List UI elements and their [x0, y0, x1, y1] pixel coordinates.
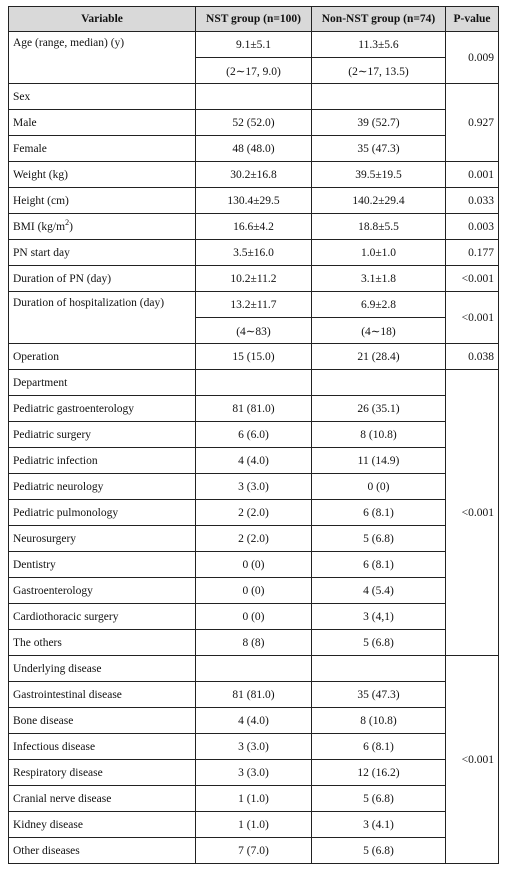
table-row	[9, 552, 499, 578]
non-nst-value: 12 (16.2)	[312, 760, 446, 786]
header-variable: Variable	[9, 7, 196, 32]
row-label: The others	[9, 630, 196, 656]
row-label: Female	[9, 136, 196, 162]
p-value: 0.003	[446, 214, 499, 240]
row-label: Age (range, median) (y)	[9, 32, 196, 84]
p-value: 0.927	[446, 84, 499, 162]
p-value: <0.001	[446, 292, 499, 344]
table-row	[9, 604, 499, 630]
p-value: <0.001	[446, 266, 499, 292]
header-p-value: P-value	[446, 7, 499, 32]
table-row	[9, 708, 499, 734]
table-row	[9, 448, 499, 474]
nst-value: 52 (52.0)	[196, 110, 312, 136]
row-label: Kidney disease	[9, 812, 196, 838]
header-nst: NST group (n=100)	[196, 7, 312, 32]
table-row	[9, 630, 499, 656]
table-row	[9, 578, 499, 604]
non-nst-value: 3 (4.1)	[312, 812, 446, 838]
table-row	[9, 422, 499, 448]
bmi-label-end: )	[69, 220, 73, 233]
non-nst-value: 26 (35.1)	[312, 396, 446, 422]
bmi-label-sup: 2	[65, 217, 70, 227]
row-label: Bone disease	[9, 708, 196, 734]
non-nst-value: 6 (8.1)	[312, 500, 446, 526]
non-nst-value: 6.9±2.8	[312, 292, 446, 318]
non-nst-value: 3 (4,1)	[312, 604, 446, 630]
table-row	[9, 344, 499, 370]
table-row	[9, 266, 499, 292]
nst-value: (4∼83)	[196, 318, 312, 344]
p-value: 0.038	[446, 344, 499, 370]
table-row	[9, 786, 499, 812]
non-nst-value: 11 (14.9)	[312, 448, 446, 474]
nst-value: 130.4±29.5	[196, 188, 312, 214]
table-row	[9, 84, 499, 110]
bmi-label-text: BMI (kg/m	[13, 220, 66, 233]
table-row	[9, 188, 499, 214]
non-nst-value: 35 (47.3)	[312, 136, 446, 162]
header-row	[9, 7, 499, 32]
row-label: Pediatric neurology	[9, 474, 196, 500]
row-label: Male	[9, 110, 196, 136]
non-nst-value: 18.8±5.5	[312, 214, 446, 240]
nst-value: 4 (4.0)	[196, 448, 312, 474]
nst-value: 8 (8)	[196, 630, 312, 656]
non-nst-value: 3.1±1.8	[312, 266, 446, 292]
nst-value: 4 (4.0)	[196, 708, 312, 734]
row-label: Cranial nerve disease	[9, 786, 196, 812]
p-value: <0.001	[446, 370, 499, 656]
nst-value: 48 (48.0)	[196, 136, 312, 162]
table-row	[9, 240, 499, 266]
non-nst-value: (4∼18)	[312, 318, 446, 344]
nst-value: 7 (7.0)	[196, 838, 312, 864]
nst-value	[196, 656, 312, 682]
row-label: Infectious disease	[9, 734, 196, 760]
table-row	[9, 526, 499, 552]
table-row	[9, 656, 499, 682]
nst-value: 13.2±11.7	[196, 292, 312, 318]
nst-value: 30.2±16.8	[196, 162, 312, 188]
nst-value: 2 (2.0)	[196, 526, 312, 552]
non-nst-value	[312, 84, 446, 110]
row-label: Neurosurgery	[9, 526, 196, 552]
table-row	[9, 812, 499, 838]
table-row	[9, 500, 499, 526]
non-nst-value: 5 (6.8)	[312, 838, 446, 864]
non-nst-value: 5 (6.8)	[312, 526, 446, 552]
p-value: 0.001	[446, 162, 499, 188]
p-value: 0.009	[446, 32, 499, 84]
non-nst-value: 140.2±29.4	[312, 188, 446, 214]
non-nst-value: 5 (6.8)	[312, 630, 446, 656]
non-nst-value: 35 (47.3)	[312, 682, 446, 708]
non-nst-value	[312, 370, 446, 396]
row-label: Department	[9, 370, 196, 396]
nst-value	[196, 370, 312, 396]
nst-value: 81 (81.0)	[196, 396, 312, 422]
non-nst-value: 8 (10.8)	[312, 708, 446, 734]
row-label: Other diseases	[9, 838, 196, 864]
row-label: Underlying disease	[9, 656, 196, 682]
row-label: Gastrointestinal disease	[9, 682, 196, 708]
row-label: Operation	[9, 344, 196, 370]
non-nst-value	[312, 656, 446, 682]
nst-value: 3 (3.0)	[196, 734, 312, 760]
non-nst-value: 39 (52.7)	[312, 110, 446, 136]
nst-value: 10.2±11.2	[196, 266, 312, 292]
non-nst-value: 5 (6.8)	[312, 786, 446, 812]
nst-value: 6 (6.0)	[196, 422, 312, 448]
row-label: Respiratory disease	[9, 760, 196, 786]
nst-value: 0 (0)	[196, 604, 312, 630]
non-nst-value: 39.5±19.5	[312, 162, 446, 188]
nst-value: 3 (3.0)	[196, 474, 312, 500]
table-row	[9, 162, 499, 188]
table-row	[9, 110, 499, 136]
table-row	[9, 682, 499, 708]
non-nst-value: (2∼17, 13.5)	[312, 58, 446, 84]
table-row	[9, 370, 499, 396]
table-row	[9, 760, 499, 786]
non-nst-value: 6 (8.1)	[312, 552, 446, 578]
non-nst-value: 21 (28.4)	[312, 344, 446, 370]
nst-value: 0 (0)	[196, 578, 312, 604]
non-nst-value: 4 (5.4)	[312, 578, 446, 604]
nst-value: 1 (1.0)	[196, 786, 312, 812]
p-value: <0.001	[446, 656, 499, 864]
table-row	[9, 734, 499, 760]
row-label: Weight (kg)	[9, 162, 196, 188]
non-nst-value: 0 (0)	[312, 474, 446, 500]
row-label: Pediatric infection	[9, 448, 196, 474]
table-row	[9, 838, 499, 864]
row-label: Pediatric gastroenterology	[9, 396, 196, 422]
non-nst-value: 6 (8.1)	[312, 734, 446, 760]
row-label	[9, 214, 196, 240]
row-label: Dentistry	[9, 552, 196, 578]
nst-value: 9.1±5.1	[196, 32, 312, 58]
nst-value: 15 (15.0)	[196, 344, 312, 370]
table-row	[9, 32, 499, 58]
row-label: Gastroenterology	[9, 578, 196, 604]
nst-value: 81 (81.0)	[196, 682, 312, 708]
row-label: Sex	[9, 84, 196, 110]
nst-value: 16.6±4.2	[196, 214, 312, 240]
nst-value: 0 (0)	[196, 552, 312, 578]
nst-value: 2 (2.0)	[196, 500, 312, 526]
nst-value: 1 (1.0)	[196, 812, 312, 838]
nst-value: (2∼17, 9.0)	[196, 58, 312, 84]
characteristics-table	[8, 6, 499, 864]
table-row	[9, 214, 499, 240]
non-nst-value: 11.3±5.6	[312, 32, 446, 58]
header-non-nst: Non-NST group (n=74)	[312, 7, 446, 32]
p-value: 0.177	[446, 240, 499, 266]
table-row	[9, 292, 499, 318]
row-label: Duration of hospitalization (day)	[9, 292, 196, 344]
non-nst-value: 1.0±1.0	[312, 240, 446, 266]
nst-value: 3 (3.0)	[196, 760, 312, 786]
nst-value: 3.5±16.0	[196, 240, 312, 266]
row-label: PN start day	[9, 240, 196, 266]
row-label: Height (cm)	[9, 188, 196, 214]
table-row	[9, 396, 499, 422]
nst-value	[196, 84, 312, 110]
p-value: 0.033	[446, 188, 499, 214]
table-row	[9, 136, 499, 162]
row-label: Pediatric surgery	[9, 422, 196, 448]
row-label: Pediatric pulmonology	[9, 500, 196, 526]
non-nst-value: 8 (10.8)	[312, 422, 446, 448]
row-label: Cardiothoracic surgery	[9, 604, 196, 630]
table-row	[9, 474, 499, 500]
row-label: Duration of PN (day)	[9, 266, 196, 292]
